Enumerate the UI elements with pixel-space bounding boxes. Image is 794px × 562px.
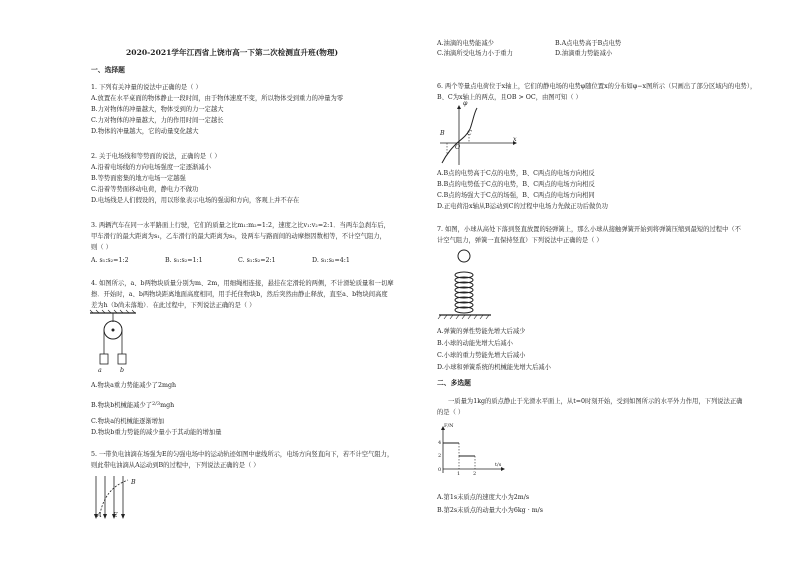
- q8-axis-t: t/s: [495, 462, 502, 468]
- q6-label-b: B: [440, 130, 445, 137]
- q2-option-b: B.等势面密集的地方电场一定越强: [91, 175, 186, 182]
- q3-line3: 则（ ）: [91, 244, 112, 251]
- q4-option-b-prefix: B.物块b机械能减少了: [91, 402, 153, 409]
- q4-line3: 差为h（b尚未落地）．在此过程中，下列说法正确的是（ ）: [91, 302, 256, 309]
- q5-line2: 则此带电油滴从A运动到B的过程中，下列说法正确的是（ ）: [91, 462, 260, 469]
- q1-stem: 1. 下列有关冲量的说法中正确的是（ ）: [91, 84, 202, 91]
- q4-label-b: b: [120, 367, 125, 374]
- q5-option-d: D.油滴重力势能减小: [555, 50, 613, 57]
- q5-label-b: B: [131, 479, 136, 486]
- q4-line1: 4. 如图所示，a、b两物块质量分别为m、2m，用细绳相连接，悬挂在定滑轮的两侧，不计滑轮质量和一切摩: [91, 280, 394, 287]
- q3-option-a: A. s₁:s₂=1:2: [91, 257, 129, 264]
- q6-line2: B、C为x轴上的两点，且OB > OC，由图可知（ ）: [437, 94, 582, 101]
- q8-line2: 的是（ ）: [437, 409, 465, 416]
- q8-option-a: A.第1s末质点的速度大小为2m/s: [437, 494, 530, 501]
- q1-option-d: D.物体的冲量越大，它的动量变化越大: [91, 128, 199, 135]
- q7-line2: 计空气阻力，弹簧一直保持竖直）下列说法中正确的是（ ）: [437, 237, 603, 244]
- q2-option-a: A.沿着电场线的方向电场强度一定逐渐减小: [91, 164, 211, 171]
- q6-option-c: C.B点的场强大于C点的场强，B、C两点的电场方向相同: [437, 192, 595, 199]
- section-multi-heading: 二、多选题: [437, 379, 471, 387]
- q5-line1: 5. 一带负电油滴在场强为E的匀强电场中的运动轨迹如图中虚线所示，电场方向竖直向下，若不计空气阻力，: [91, 451, 394, 458]
- q5-option-c: C.油滴所受电场力小于重力: [437, 50, 513, 57]
- q3-line1: 3. 两辆汽车在同一水平路面上行驶，它们的质量之比m₁:m₂=1:2，速度之比v₁:v₂=2:1．当两车急刹车后，: [91, 222, 390, 229]
- section-choice-heading: 一、选择题: [91, 66, 125, 74]
- q4-line2: 擦．开始时，a、b两物块距离地面高度相同，用手托住物块b，然后突然由静止释放，直至a、b物块间高度: [91, 291, 388, 298]
- q4-option-c: C.物块a的机械能逐渐增加: [91, 418, 165, 425]
- q8-line1: 一质量为1kg的质点静止于光滑水平面上，从t=0时刻开始，受到如图所示的水平外力作用，下列说法正确: [448, 398, 743, 405]
- q6-option-d: D.正电荷沿x轴从B运动到C的过程中电场力先做正功后做负功: [437, 203, 608, 210]
- q4-option-b-text: [91, 400, 174, 410]
- q1-option-b: B.力对物体的冲量越大，物体受到的力一定越大: [91, 106, 224, 113]
- q5-label-a: A: [97, 512, 102, 519]
- q7-option-d: D.小球和弹簧系统的机械能先增大后减小: [437, 364, 551, 371]
- q5-label-e: E: [113, 512, 118, 519]
- q2-stem: 2. 关于电场线和等势面的说法，正确的是（ ）: [91, 153, 221, 160]
- q8-tick-4: 4: [438, 440, 442, 446]
- q2-option-c: C.沿着等势面移动电荷，静电力不做功: [91, 186, 199, 193]
- spring-diagram: [437, 248, 497, 323]
- q6-label-o: O: [455, 144, 461, 151]
- q6-option-b: B.B点的电势低于C点的电势，B、C两点的电场方向相反: [437, 181, 595, 188]
- pulley-diagram: [88, 312, 148, 376]
- q4-option-d: D.物块b重力势能的减少量小于其动能的增加量: [91, 429, 222, 436]
- q8-option-b: B.第2s末质点的动量大小为6kg · m/s: [437, 507, 544, 514]
- q5-option-a: A.油滴的电势能减少: [437, 40, 494, 47]
- q6-line1: 6. 两个等量点电荷位于x轴上，它们的静电场的电势φ随位置x的分布如φ−x图所示（只画出了部分区域内的电势），: [437, 83, 757, 90]
- q7-option-b: B.小球的动能先增大后减小: [437, 340, 513, 347]
- q3-option-c: C. s₁:s₂=2:1: [238, 257, 276, 264]
- q8-tick-2s: 2: [473, 471, 477, 477]
- q4-option-b-suffix: mgh: [160, 402, 175, 409]
- q5-option-b: B.A点电势高于B点电势: [555, 40, 622, 47]
- q8-axis-f: F/N: [444, 423, 454, 429]
- q8-tick-2: 2: [438, 453, 442, 459]
- q1-option-c: C.力对物体的冲量越大，力的作用时间一定越长: [91, 117, 224, 124]
- q1-option-a: A.放置在水平桌面的物体静止一段时间，由于物体速度不变，所以物体受到重力的冲量为零: [91, 95, 344, 102]
- paper-title: 2020-2021学年江西省上饶市高一下第二次检测直升班(物理): [126, 48, 339, 57]
- q4-label-a: a: [98, 367, 102, 374]
- q6-axis-phi: φ: [463, 100, 468, 107]
- q7-line1: 7. 如图，小球从高处下落到竖直放置的轻弹簧上，那么小球从接触弹簧开始到将弹簧压缩到最短的过程中（不: [437, 226, 741, 233]
- q4-option-b-fraction: 2/3: [152, 401, 161, 407]
- q6-label-c: C: [467, 130, 472, 137]
- q3-option-d: D. s₁:s₂=4:1: [312, 257, 350, 264]
- potential-graph: [437, 105, 519, 167]
- q7-option-a: A.弹簧的弹性势能先增大后减少: [437, 328, 526, 335]
- q7-option-c: C.小球的重力势能先增大后减小: [437, 352, 526, 359]
- q8-tick-0: 0: [438, 467, 442, 473]
- q3-option-b: B. s₁:s₂=1:1: [165, 257, 203, 264]
- q8-tick-1: 1: [457, 471, 461, 477]
- q2-option-d: D.电场线是人们假设的，用以形象表示电场的强弱和方向，客观上并不存在: [91, 197, 300, 204]
- q6-axis-x: x: [513, 136, 517, 143]
- q6-option-a: A.B点的电势高于C点的电势，B、C两点的电场方向相反: [437, 170, 595, 177]
- q4-option-a: A.物块a重力势能减少了2mgh: [91, 382, 177, 389]
- q3-line2: 甲车滑行的最大距离为s₁，乙车滑行的最大距离为s₂，设两车与路面间的动摩擦因数相等，不计空气阻力，: [91, 233, 386, 240]
